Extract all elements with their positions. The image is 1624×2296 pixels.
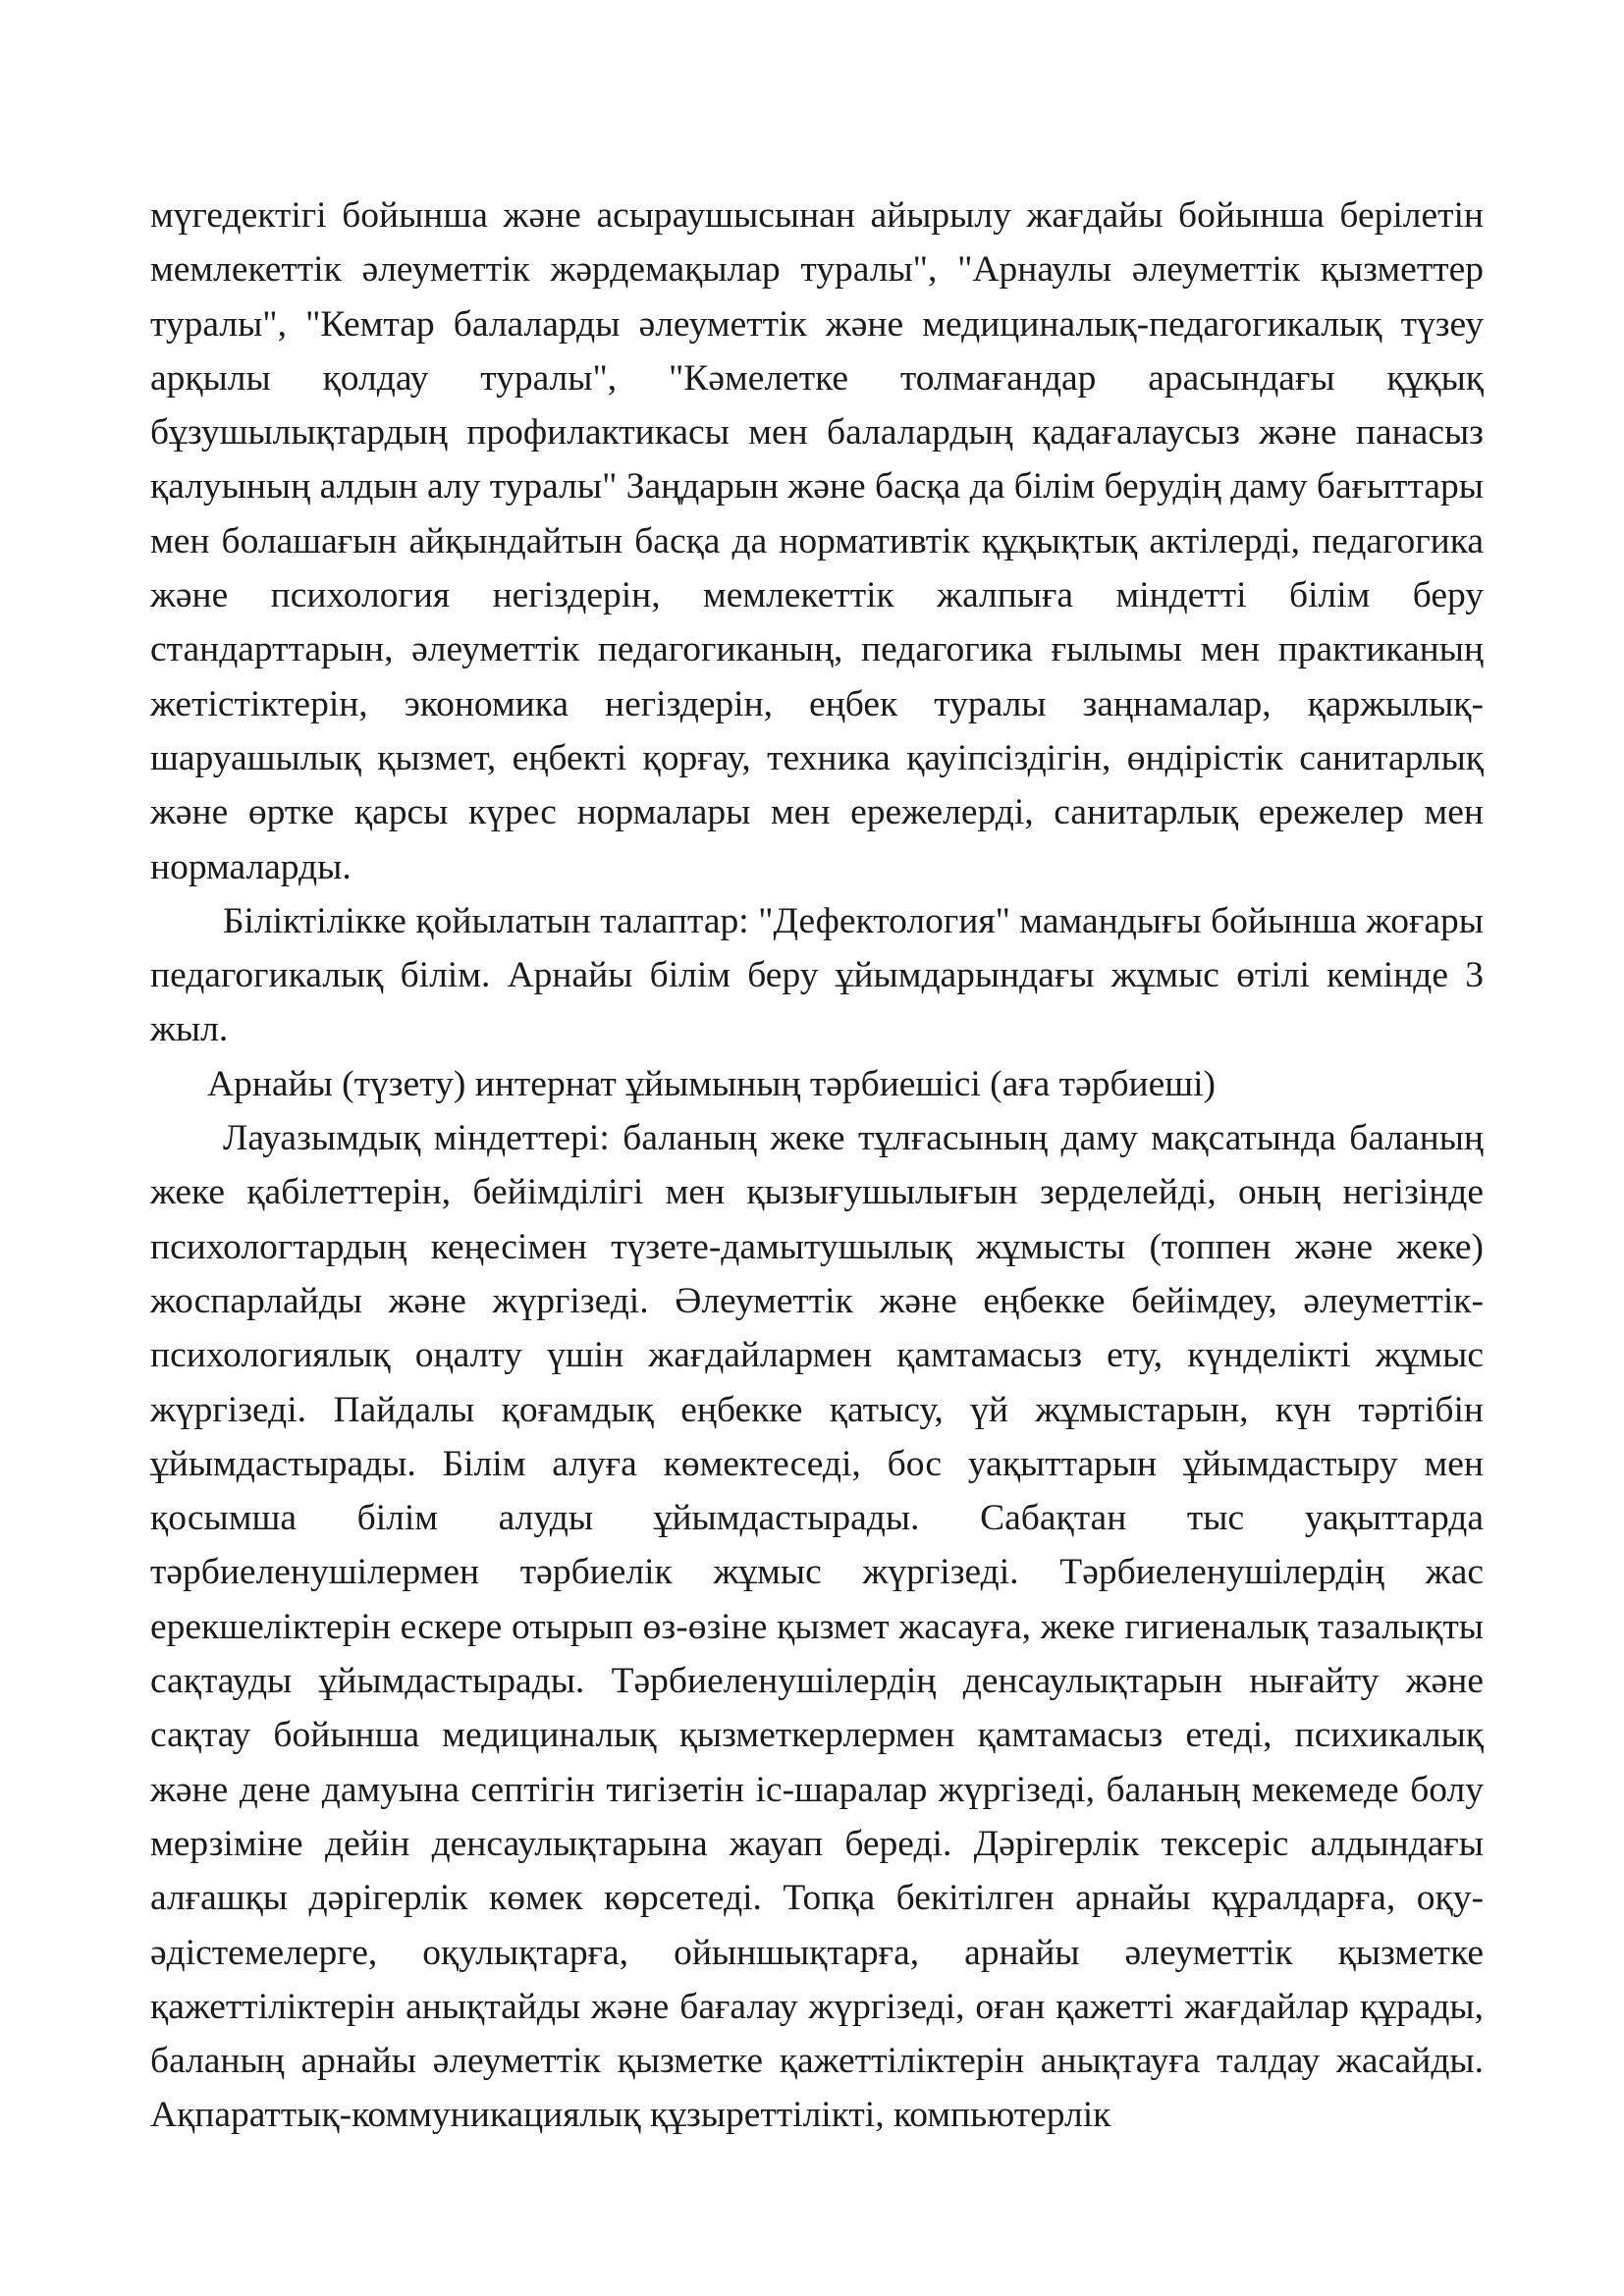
section-heading-educator: Арнайы (түзету) интернат ұйымының тәрбиешісі (аға тәрбиеші)	[207, 1063, 1217, 1104]
paragraph-qualification-requirements: Біліктілікке қойылатын талаптар: "Дефектология" мамандығы бойынша жоғары педагогикалық білім. Арнайы білім беру ұйымдарындағы жұмыс өтілі кемінде 3 жыл.	[150, 900, 1484, 1050]
paragraph-job-duties: Лауазымдық міндеттері: баланың жеке тұлғасының даму мақсатында баланың жеке қабілеттерін, бейімділігі мен қызығушылығын зерделейді, оның негізінде психологтардың кеңесімен түзете-дамытушылық жұмысты (топпен және жеке) жоспарлайды және жүргізеді. Әлеуметтік және еңбекке бейімдеу, әлеуметтік-психологиялық оңалту үшін жағдайлармен қамтамасыз ету, күнделікті жұмыс жүргізеді. Пайдалы қоғамдық еңбекке қатысу, үй жұмыстарын, күн тәртібін ұйымдастырады. Білім алуға көмектеседі, бос уақыттарын ұйымдастыру мен қосымша білім алуды ұйымдастырады. Сабақтан тыс уақыттарда тәрбиеленушілермен тәрбиелік жұмыс жүргізеді. Тәрбиеленушілердің жас ерекшеліктерін ескере отырып өз-өзіне қызмет жасауға, жеке гигиеналық тазалықты сақтауды ұйымдастырады. Тәрбиеленушілердің денсаулықтарын нығайту және сақтау бойынша медициналық қызметкерлермен қамтамасыз етеді, психикалық және дене дамуына септігін тигізетін іс-шаралар жүргізеді, баланың мекемеде болу мерзіміне дейін денсаулықтарына жауап береді. Дәрігерлік тексеріс алдындағы алғашқы дәрігерлік көмек көрсетеді. Топқа бекітілген арнайы құралдарға, оқу-әдістемелерге, оқулықтарға, ойыншықтарға, арнайы әлеуметтік қызметке қажеттіліктерін анықтайды және бағалау жүргізеді, оған қажетті жағдайлар құрады, баланың арнайы әлеуметтік қызметке қажеттіліктерін анықтауға талдау жасайды. Ақпараттық-коммуникациялық құзыреттілікті, компьютерлік	[150, 1118, 1484, 2136]
document-page	[150, 188, 1484, 2143]
paragraph-laws-and-norms: мүгедектігі бойынша және асыраушысынан айырылу жағдайы бойынша берілетін мемлекеттік әлеуметтік жәрдемақылар туралы", "Арнаулы әлеуметтік қызметтер туралы", "Кемтар балаларды әлеуметтік және медициналық-педагогикалық түзеу арқылы қолдау туралы", "Кәмелетке толмағандар арасындағы құқық бұзушылықтардың профилактикасы мен балалардың қадағалаусыз және панасыз қалуының алдын алу туралы" Заңдарын және басқа да білім берудің даму бағыттары мен болашағын айқындайтын басқа да нормативтік құқықтық актілерді, педагогика және психология негіздерін, мемлекеттік жалпыға міндетті білім беру стандарттарын, әлеуметтік педагогиканың, педагогика ғылымы мен практиканың жетістіктерін, экономика негіздерін, еңбек туралы заңнамалар, қаржылық-шаруашылық қызмет, еңбекті қорғау, техника қауіпсіздігін, өндірістік санитарлық және өртке қарсы күрес нормалары мен ережелерді, санитарлық ережелер мен нормаларды.	[150, 195, 1484, 887]
